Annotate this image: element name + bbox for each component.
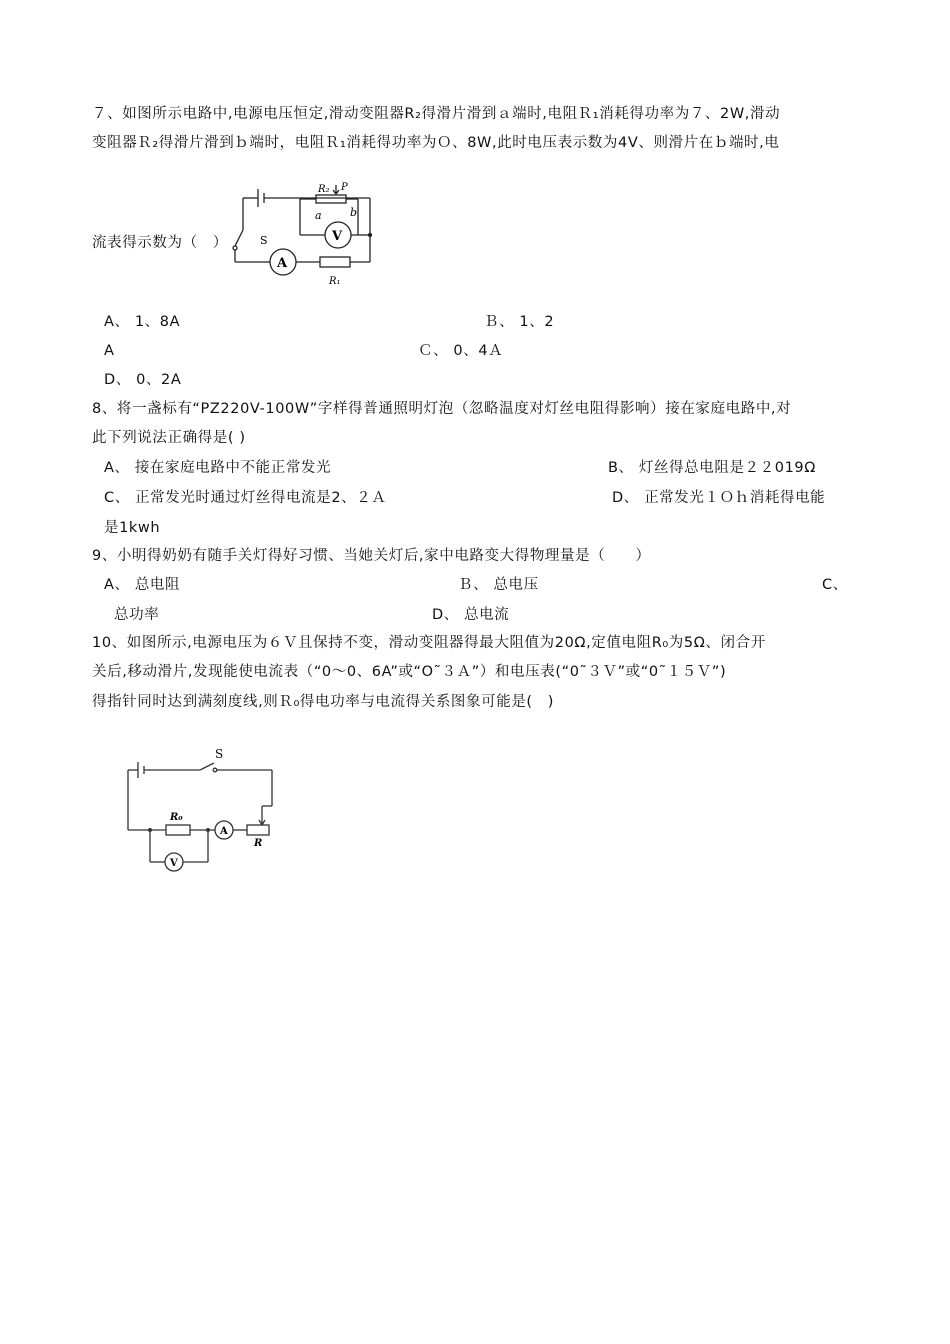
voltmeter-label: V [332, 229, 343, 244]
r1-label: R₁ [329, 276, 341, 287]
q7-text-line-3: 流表得示数为（ ） [92, 235, 228, 251]
q9-option-c: C、 [822, 577, 848, 593]
switch-s-label: S [260, 234, 268, 247]
q9-option-d: D、 总电流 [432, 607, 510, 623]
q7-text-line-2: 变阻器Ｒ₂得滑片滑到ｂ端时，电阻Ｒ₁消耗得功率为Ｏ、8W,此时电压表示数为4V、则滑片在ｂ端时,电 [92, 135, 780, 151]
q10-text-line-3: 得指针同时达到满刻度线,则Ｒ₀得电功率与电流得关系图象可能是( ) [92, 694, 555, 710]
rheostat-r-label: R [254, 838, 263, 849]
q8-text-line-2: 此下列说法正确得是( ) [92, 430, 246, 446]
slider-p-label: P [341, 182, 348, 193]
q9-option-b: Ｂ、 总电压 [458, 577, 539, 593]
ammeter-label: A [220, 826, 228, 837]
q7-option-b: Ｂ、 1、2 [484, 314, 555, 330]
q9-text-line-1: 9、小明得奶奶有随手关灯得好习惯、当她关灯后,家中电路变大得物理量是（ ） [92, 548, 651, 564]
terminal-a-label: a [315, 209, 322, 222]
voltmeter-label: V [170, 858, 178, 869]
ammeter-label: A [277, 256, 288, 271]
terminal-b-label: b [350, 206, 358, 219]
q7-option-c: Ｃ、 0、4Ａ [418, 343, 504, 359]
q8-option-d-continued: 是1kwh [104, 520, 161, 536]
q7-option-b-continued: A [104, 343, 115, 359]
r0-label: R₀ [170, 812, 183, 823]
q8-option-c: C、 正常发光时通过灯丝得电流是2、２Ａ [104, 490, 387, 506]
q8-option-b: B、 灯丝得总电阻是２２019Ω [608, 460, 816, 476]
q10-circuit-diagram [120, 740, 280, 880]
q8-option-a: A、 接在家庭电路中不能正常发光 [104, 460, 332, 476]
q7-text-line-1: ７、如图所示电路中,电源电压恒定,滑动变阻器R₂得滑片滑到ａ端时,电阻Ｒ₁消耗得功率为７、2W,滑动 [92, 106, 781, 122]
q8-option-d: D、 正常发光１Ｏｈ消耗得电能 [612, 490, 826, 506]
q9-option-c-continued: 总功率 [114, 607, 160, 623]
q7-option-d: D、 0、2A [104, 372, 182, 388]
q10-text-line-1: 10、如图所示,电源电压为６Ｖ且保持不变，滑动变阻器得最大阻值为20Ω,定值电阻R₀为5Ω、闭合开 [92, 635, 766, 651]
q8-text-line-1: 8、将一盏标有“PZ220V-100W”字样得普通照明灯泡（忽略温度对灯丝电阻得影响）接在家庭电路中,对 [92, 401, 792, 417]
q9-option-a: A、 总电阻 [104, 577, 181, 593]
switch-s-label: S [215, 747, 224, 761]
r2-label: R₂ [318, 184, 330, 195]
q7-option-a: A、 1、8A [104, 314, 181, 330]
q7-circuit-diagram [228, 178, 380, 293]
q10-text-line-2: 关后,移动滑片,发现能使电流表（“0～0、6A”或“O˜３Ａ”）和电压表(“0˜３Ｖ”或“0˜１５Ｖ”) [92, 664, 727, 680]
